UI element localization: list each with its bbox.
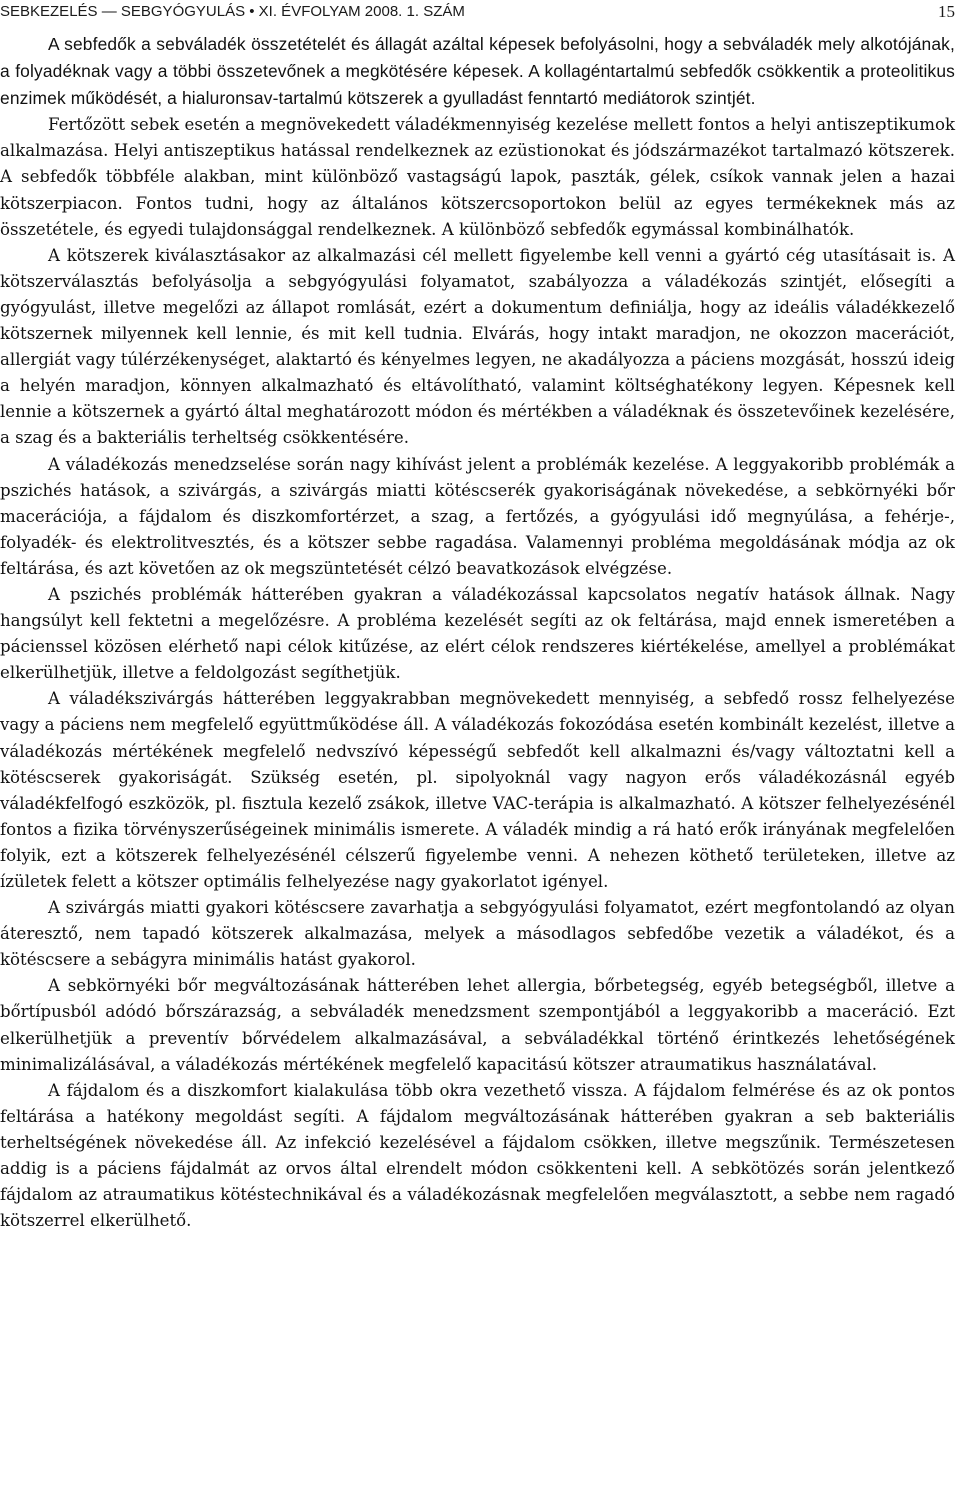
article-body xyxy=(0,31,955,1234)
paragraph xyxy=(0,243,955,452)
paragraph xyxy=(0,686,955,895)
running-header xyxy=(0,0,960,24)
paragraph-text: A sebkörnyéki bőr megváltozásának hátterében lehet allergia, bőrbetegség, egyéb betegségből, illetve a bőrtípusból adódó bőrszárazság, a sebváladék menedzsment szempontjából a leggyakoribb a maceráció. Ezt elkerülhetjük a preventív bőrvédelem alkalmazásával, a sebváladékkal történő érintkezés lehetőségének minimalizálásával, a váladékozás mértékének megfelelő kapacitású kötszer atraumatikus használatával. xyxy=(0,976,955,1074)
paragraph-text: A váladékozás menedzselése során nagy kihívást jelent a problémák kezelése. A leggyakoribb problémák a pszichés hatások, a szivárgás, a szivárgás miatti kötéscserék gyakoriságának növekedése, a sebkörnyéki bőr macerációja, a fájdalom és diszkomfortérzet, a szag, a fertőzés, a gyógyulási idő megnyúlása, a fehérje-, folyadék- és elektrolitvesztés, és a kötszer sebbe ragadása. Valamennyi probléma megoldásának módja az ok feltárása, és azt követően az ok megszüntetését célzó beavatkozások elvégzése. xyxy=(0,454,955,578)
journal-header: SEBKEZELÉS — SEBGYÓGYULÁS • XI. ÉVFOLYAM 2008. 1. SZÁM xyxy=(0,3,465,20)
paragraph xyxy=(0,582,955,686)
paragraph-text: A pszichés problémák hátterében gyakran a váladékozással kapcsolatos negatív hatások állnak. Nagy hangsúlyt kell fektetni a megelőzésre. A probléma kezelését segíti az ok feltárása, majd ennek ismeretében a pácienssel közösen elérhető napi célok kitűzése, az elért célok rendszeres kiértékelése, amellyel a problémákat elkerülhetjük, illetve a feldolgozást segíthetjük. xyxy=(0,584,955,683)
paragraph-text: A fájdalom és a diszkomfort kialakulása több okra vezethető vissza. A fájdalom felmérése és az ok pontos feltárása a hatékony megoldást segíti. A fájdalom megváltozásának hátterében gyakran a seb bakteriális terheltségének növekedése áll. Az infekció kezelésével a fájdalom csökken, illetve megszűnik. Természetesen addig is a páciens fájdalmát az orvos által elrendelt módon csökkenteni kell. A sebkötözés során jelentkező fájdalom az atraumatikus kötéstechnikával és a váladékozásnak megfelelően megválasztott, a sebbe nem ragadó kötszerrel elkerülhető. xyxy=(0,1080,955,1231)
paragraph xyxy=(0,895,955,973)
paragraph xyxy=(0,1078,955,1235)
paragraph-text: A kötszerek kiválasztásakor az alkalmazási cél mellett figyelembe kell venni a gyártó cég utasításait is. A kötszerválasztás befolyásolja a sebgyógyulási folyamatot, szabályozza a váladékozás szintjét, elősegíti a gyógyulást, illetve megelőzi az állapot romlását, ezért a dokumentum definiálja, hogy az ideális váladékkezelő kötszernek milyennek kell lennie, és mit kell tudnia. Elvárás, hogy intakt maradjon, ne okozzon macerációt, allergiát vagy túlérzékenységet, alaktartó és kényelmes legyen, ne akadályozza a páciens mozgását, hosszú ideig a helyén maradjon, könnyen alkalmazható és eltávolítható, valamint költséghatékony legyen. Képesnek kell lennie a kötszernek a gyártó által meghatározott módon és mértékben a váladéknak és összetevőinek kezelésére, a szag és a bakteriális terheltség csökkentésére. xyxy=(0,245,955,448)
paragraph xyxy=(0,452,955,582)
paragraph xyxy=(0,973,955,1077)
paragraph-text: A váladékszivárgás hátterében leggyakrabban megnövekedett mennyiség, a sebfedő rossz felhelyezése vagy a páciens nem megfelelő együttműködése áll. A váladékozás fokozódása esetén kombinált kezelést, illetve a váladékozás mértékének megfelelő nedvszívó képességű sebfedőt kell alkalmazni és/vagy változtatni kell a kötéscserek gyakoriságát. Szükség esetén, pl. sipolyoknál vagy nagyon erős váladékozásnál egyéb váladékfelfogó eszközök, pl. fisztula kezelő zsákok, illetve VAC-terápia is alkalmazható. A kötszer felhelyezésénél fontos a fizika törvényszerűségeinek minimális ismerete. A váladék mindig a rá ható erők irányának megfelelően folyik, ezt a kötszerek felhelyezésénél célszerű figyelembe venni. A nehezen köthető területeken, illetve az ízületek felett a kötszer optimális felhelyezése nagy gyakorlatot igényel. xyxy=(0,689,955,891)
paragraph xyxy=(0,112,955,242)
page-number: 15 xyxy=(938,2,955,21)
paragraph-text: A szivárgás miatti gyakori kötéscsere zavarhatja a sebgyógyulási folyamatot, ezért megfontolandó az olyan áteresztő, nem tapadó kötszerek alkalmazása, melyek a másodlagos sebfedőbe vezetik a váladékot, és a kötéscsere a sebágyra minimális hatást gyakorol. xyxy=(0,898,955,970)
paragraph-text: Fertőzött sebek esetén a megnövekedett váladékmennyiség kezelése mellett fontos a helyi antiszeptikumok alkalmazása. Helyi antiszeptikus hatással rendelkeznek az ezüstionokat és jódszármazékot tartalmazó kötszerek. A sebfedők többféle alakban, mint különböző vastagságú lapok, paszták, gélek, csíkok vannak jelen a hazai kötszerpiacon. Fontos tudni, hogy az általános kötszercsoportokon belül az egyes termékeknek más az összetétele, és egyedi tulajdonsággal rendelkeznek. A különböző sebfedők egymással kombinálhatók. xyxy=(0,115,955,239)
paragraph-text: A sebfedők a sebváladék összetételét és állagát azáltal képesek befolyásolni, hogy a sebváladék mely alkotójának, a folyadéknak vagy a többi összetevőnek a megkötésére képesek. A kollagéntartalmú sebfedők csökkentik a proteolitikus enzimek működését, a hialuronsav-tartalmú kötszerek a gyulladást fenntartó mediátorok szintjét. xyxy=(0,34,955,109)
paragraph xyxy=(0,31,955,112)
